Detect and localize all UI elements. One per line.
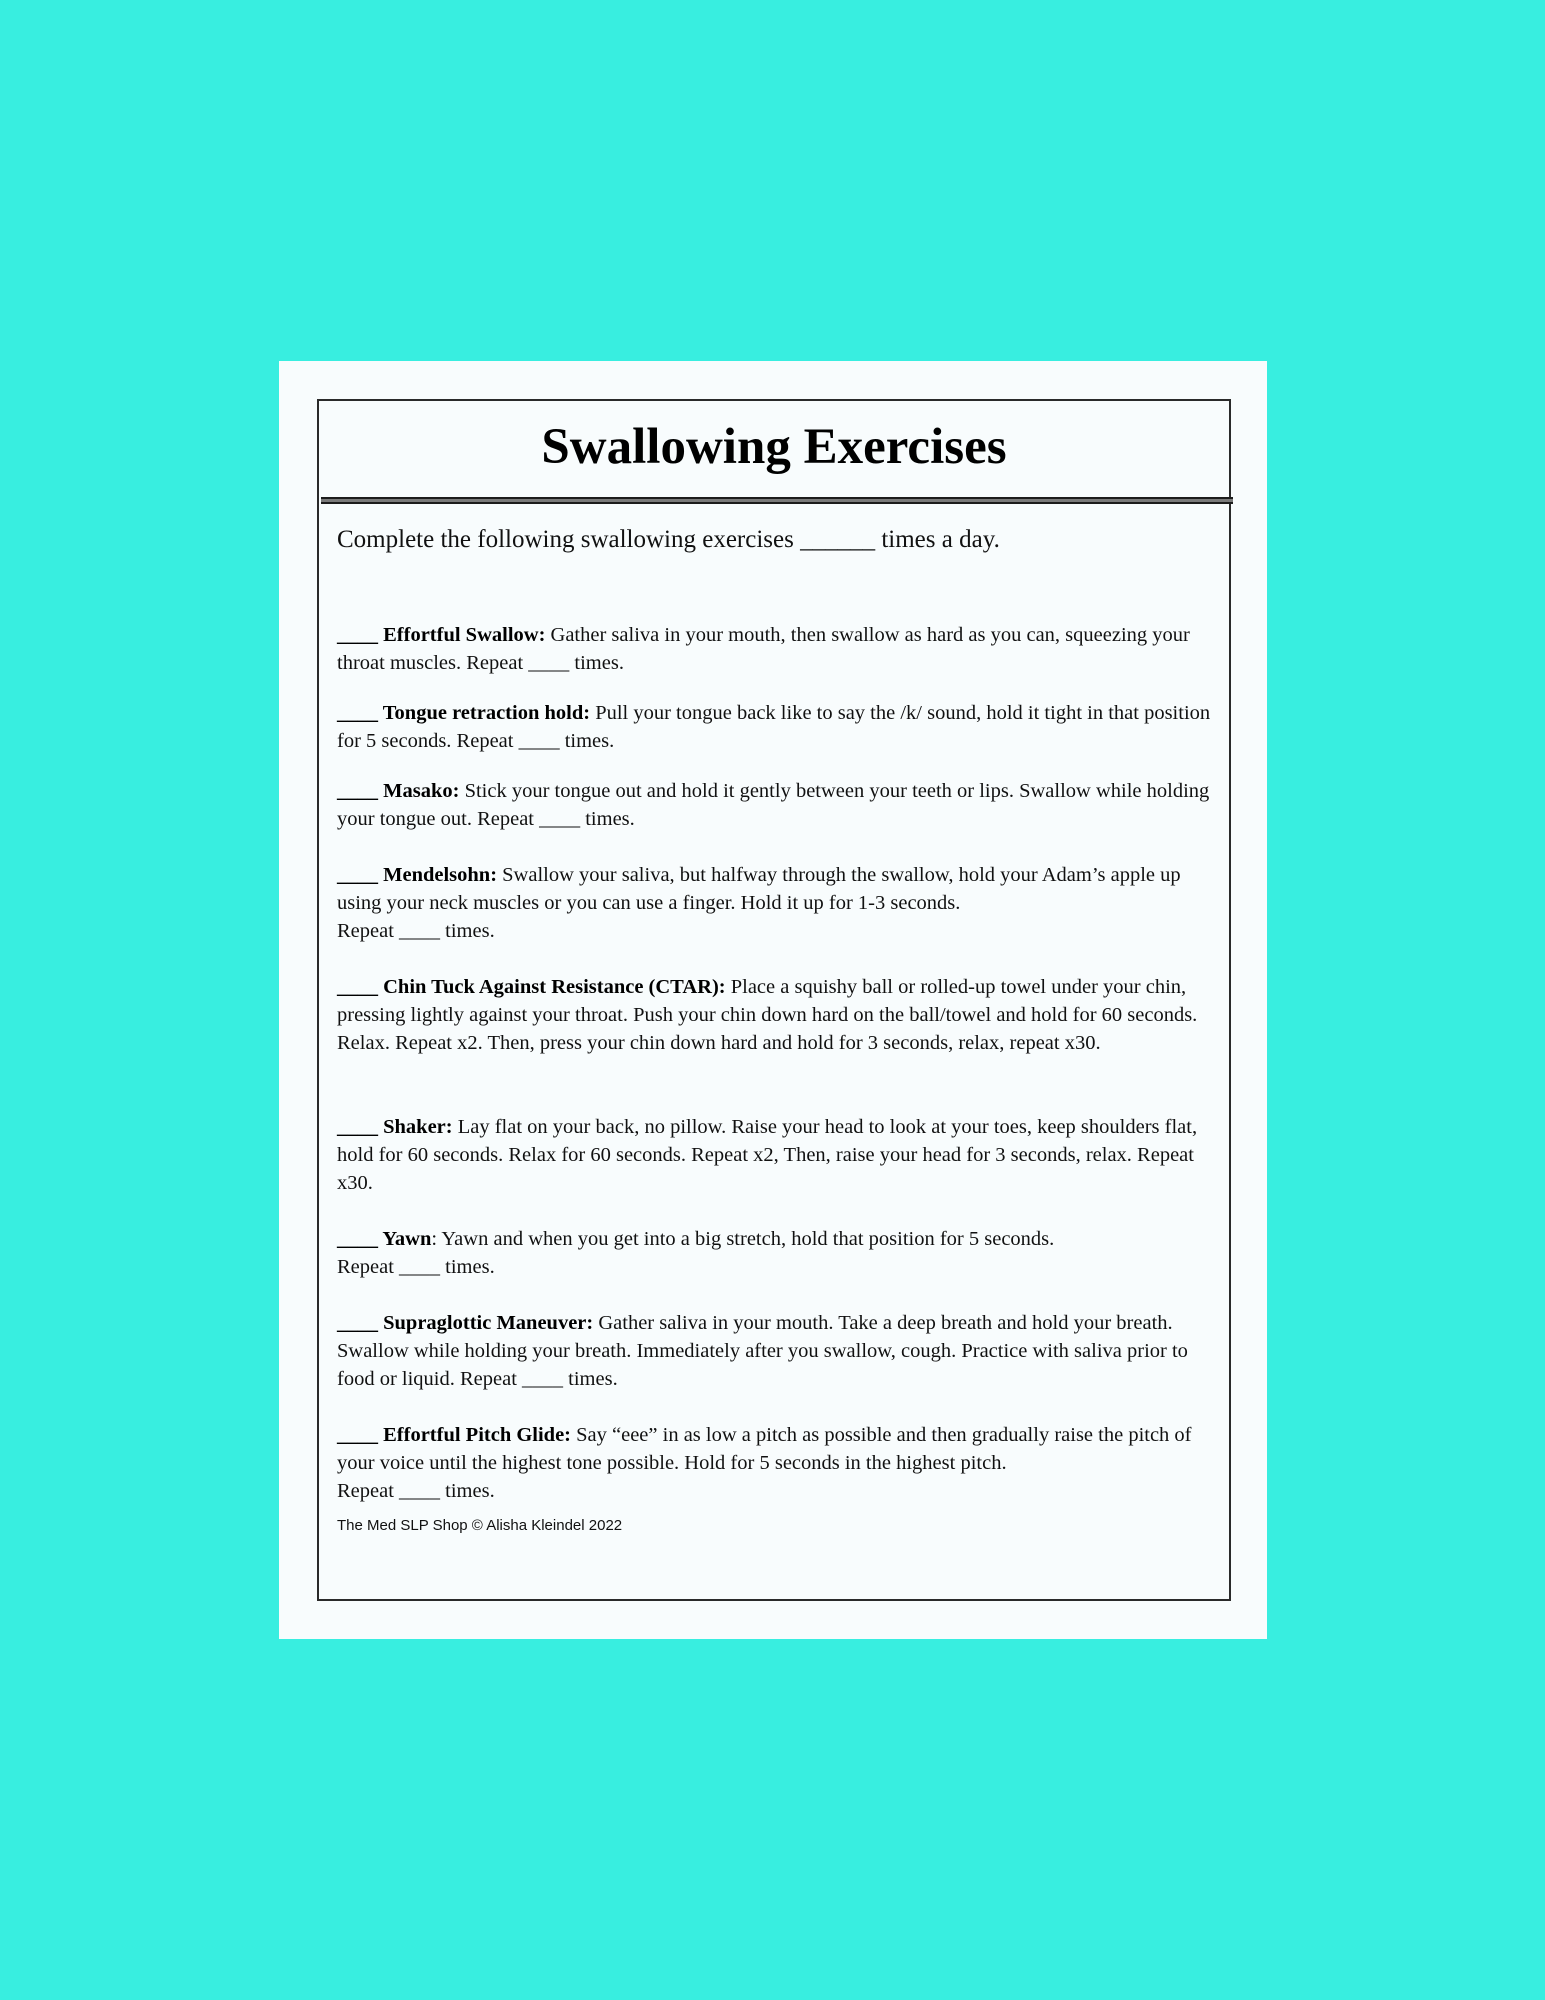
exercise-text: Gather saliva in your mouth, then swallow as hard as you can, squeezing your throat muscles. Repeat ____ times.	[337, 624, 1190, 674]
exercise-text: Say “eee” in as low a pitch as possible and then gradually raise the pitch of your voice until the highest tone possible. Hold for 5 seconds in the highest pitch.	[337, 1424, 1192, 1474]
exercise-ctar	[337, 973, 1217, 1057]
exercise-name: Effortful Swallow:	[383, 624, 546, 646]
copyright-footer: The Med SLP Shop © Alisha Kleindel 2022	[337, 1517, 623, 1534]
exercise-blank: ____	[337, 1424, 378, 1446]
exercise-blank: ____	[337, 702, 378, 724]
exercise-blank: ____	[337, 624, 378, 646]
exercise-name: Effortful Pitch Glide:	[383, 1424, 572, 1446]
exercise-name: Shaker:	[383, 1116, 453, 1138]
exercise-blank: ____	[337, 864, 378, 886]
exercise-text: Lay flat on your back, no pillow. Raise your head to look at your toes, keep shoulders flat, hold for 60 seconds. Relax for 60 seconds. Repeat x2, Then, raise your head for 3 seconds, relax. Repeat x30.	[337, 1116, 1198, 1194]
exercise-tongue-retraction-hold	[337, 699, 1217, 755]
exercise-masako	[337, 777, 1217, 833]
exercise-text: : Yawn and when you get into a big stretch, hold that position for 5 seconds.	[431, 1228, 1055, 1250]
exercise-repeat: Repeat ____ times.	[337, 920, 495, 942]
worksheet-frame	[317, 399, 1231, 1601]
exercise-effortful-swallow	[337, 621, 1217, 677]
exercise-blank: ____	[337, 976, 378, 998]
exercise-blank: ____	[337, 1116, 378, 1138]
exercise-yawn	[337, 1225, 1217, 1281]
exercise-text: Stick your tongue out and hold it gently between your teeth or lips. Swallow while holding your tongue out. Repeat ____ times.	[337, 780, 1210, 830]
exercise-text: Pull your tongue back like to say the /k/ sound, hold it tight in that position for 5 seconds. Repeat ____ times.	[337, 702, 1211, 752]
exercise-name: Masako:	[383, 780, 460, 802]
exercise-text: Place a squishy ball or rolled-up towel under your chin, pressing lightly against your throat. Push your chin down hard on the ball/towel and hold for 60 seconds. Relax. Repeat x2. Then, press your chin down hard and hold for 3 seconds, relax, repeat x30.	[337, 976, 1198, 1054]
exercise-name: Supraglottic Maneuver:	[383, 1312, 594, 1334]
exercise-text: Gather saliva in your mouth. Take a deep breath and hold your breath. Swallow while holding your breath. Immediately after you swallow, cough. Practice with saliva prior to food or liquid. Repeat ____ times.	[337, 1312, 1188, 1390]
exercise-name: Yawn	[382, 1228, 432, 1250]
exercise-name: Chin Tuck Against Resistance (CTAR):	[383, 976, 726, 998]
exercise-effortful-pitch-glide	[337, 1421, 1217, 1505]
intro-text: Complete the following swallowing exercises ______ times a day.	[337, 526, 1000, 553]
title-divider	[321, 497, 1233, 504]
exercise-text: Swallow your saliva, but halfway through the swallow, hold your Adam’s apple up using your neck muscles or you can use a finger. Hold it up for 1-3 seconds.	[337, 864, 1181, 914]
exercise-shaker	[337, 1113, 1217, 1197]
exercise-name: Mendelsohn:	[383, 864, 498, 886]
worksheet-page	[279, 361, 1267, 1639]
exercise-repeat: Repeat ____ times.	[337, 1480, 495, 1502]
exercise-blank: ____	[337, 780, 378, 802]
exercise-mendelsohn	[337, 861, 1217, 945]
exercise-blank: ____	[337, 1312, 378, 1334]
exercise-supraglottic-maneuver	[337, 1309, 1217, 1393]
exercise-name: Tongue retraction hold:	[382, 702, 591, 724]
exercise-repeat: Repeat ____ times.	[337, 1256, 495, 1278]
page-title: Swallowing Exercises	[541, 419, 1007, 475]
exercise-blank: ____	[337, 1228, 378, 1250]
